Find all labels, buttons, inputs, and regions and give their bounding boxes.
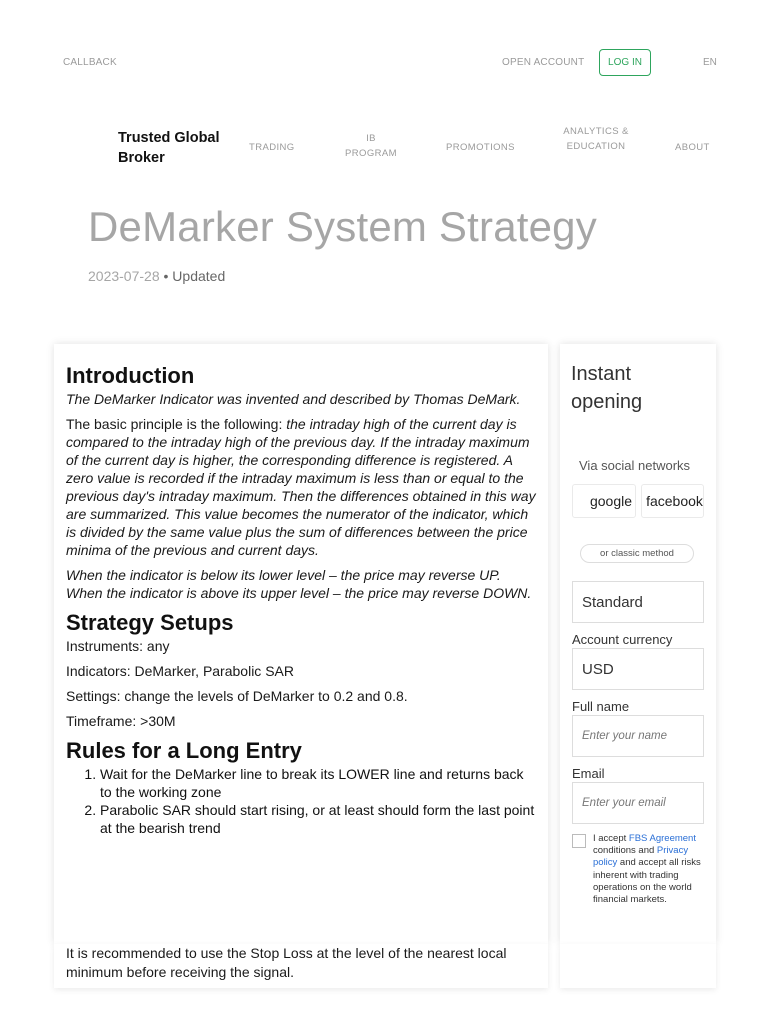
callback-link[interactable]: CALLBACK (63, 57, 117, 68)
page-title: DeMarker System Strategy (88, 203, 597, 250)
indicators-text: Indicators: DeMarker, Parabolic SAR (66, 663, 294, 679)
nav-item-trading[interactable]: TRADING (249, 142, 295, 153)
nav-item-about[interactable]: ABOUT (675, 142, 710, 153)
timeframe-text: Timeframe: >30M (66, 713, 176, 729)
registration-title: Instant opening (571, 363, 643, 413)
registration-card-continuation (560, 944, 716, 988)
nav-item-ib-program[interactable]: IB PROGRAM (345, 133, 397, 159)
privacy-policy-link[interactable]: Privacy policy (593, 845, 689, 869)
social-label: Via social networks (579, 458, 691, 473)
google-signup-button[interactable]: google (572, 484, 636, 518)
setups-heading: Strategy Setups (66, 610, 234, 635)
top-bar (0, 0, 768, 120)
intro-lead: The DeMarker Indicator was invented and described by Thomas DeMark. (66, 391, 521, 407)
brand-logo-text[interactable]: Trusted Global Broker (118, 130, 220, 166)
classic-method-divider: or classic method (580, 544, 694, 563)
list-item: 2. Parabolic SAR should start rising, or at least should form the last point at the bearish trend (100, 801, 536, 837)
facebook-signup-button[interactable]: facebook (641, 484, 704, 518)
email-input[interactable]: Enter your email (572, 782, 704, 824)
language-selector[interactable]: EN (703, 57, 717, 68)
login-button[interactable]: LOG IN (599, 49, 651, 76)
article-meta (88, 268, 225, 284)
intro-heading: Introduction (66, 363, 195, 388)
long-entry-heading: Rules for a Long Entry (66, 738, 302, 763)
currency-label: Account currency (572, 632, 673, 647)
publish-date: 2023-07-28 (88, 268, 160, 284)
article-continuation (54, 944, 548, 988)
fbs-agreement-link[interactable]: FBS Agreement (628, 833, 696, 844)
principle-paragraph: The basic principle is the following: the intraday high of the current day is compared to the intraday high of the previous day. If the intraday maximum of the current day is higher, the corresponding difference is registered. A zero value is recorded if the intraday maximum is less than or equal to the previous day's intraday maximum. Then the differences obtained in this way are summarized. This value becomes the numerator of the indicator, which is divided by the same value plus the sum of differences between the price minima of the previous and current days. (66, 416, 536, 558)
full-name-input[interactable]: Enter your name (572, 715, 704, 757)
list-item: 1. Wait for the DeMarker line to break its LOWER line and returns back to the working zone (100, 765, 536, 801)
open-account-link[interactable]: OPEN ACCOUNT (502, 57, 585, 68)
long-entry-list (66, 765, 536, 837)
registration-card (560, 344, 716, 944)
reversal-paragraph: When the indicator is below its lower level – the price may reverse UP. When the indicator is above its upper level – the price may reverse DOWN. (66, 567, 532, 601)
email-label: Email (572, 766, 605, 781)
updated-label: • Updated (163, 268, 226, 284)
nav-item-promotions[interactable]: PROMOTIONS (446, 142, 515, 153)
article-card (54, 344, 548, 944)
agreement-text: I accept FBS Agreement conditions and Privacy policy and accept all risks inherent with trading operations on the world financial markets. (593, 833, 701, 906)
agreement-checkbox[interactable] (572, 834, 586, 848)
nav-item-analytics-education[interactable]: ANALYTICS & EDUCATION (563, 126, 629, 152)
full-name-label: Full name (572, 699, 630, 714)
currency-select[interactable]: USD (572, 648, 704, 690)
account-type-select[interactable]: Standard (572, 581, 704, 623)
settings-text: Settings: change the levels of DeMarker to 0.2 and 0.8. (66, 688, 408, 704)
instruments-text: Instruments: any (66, 638, 170, 654)
stop-loss-text: It is recommended to use the Stop Loss at the level of the nearest local minimum before receiving the signal. (66, 945, 507, 980)
